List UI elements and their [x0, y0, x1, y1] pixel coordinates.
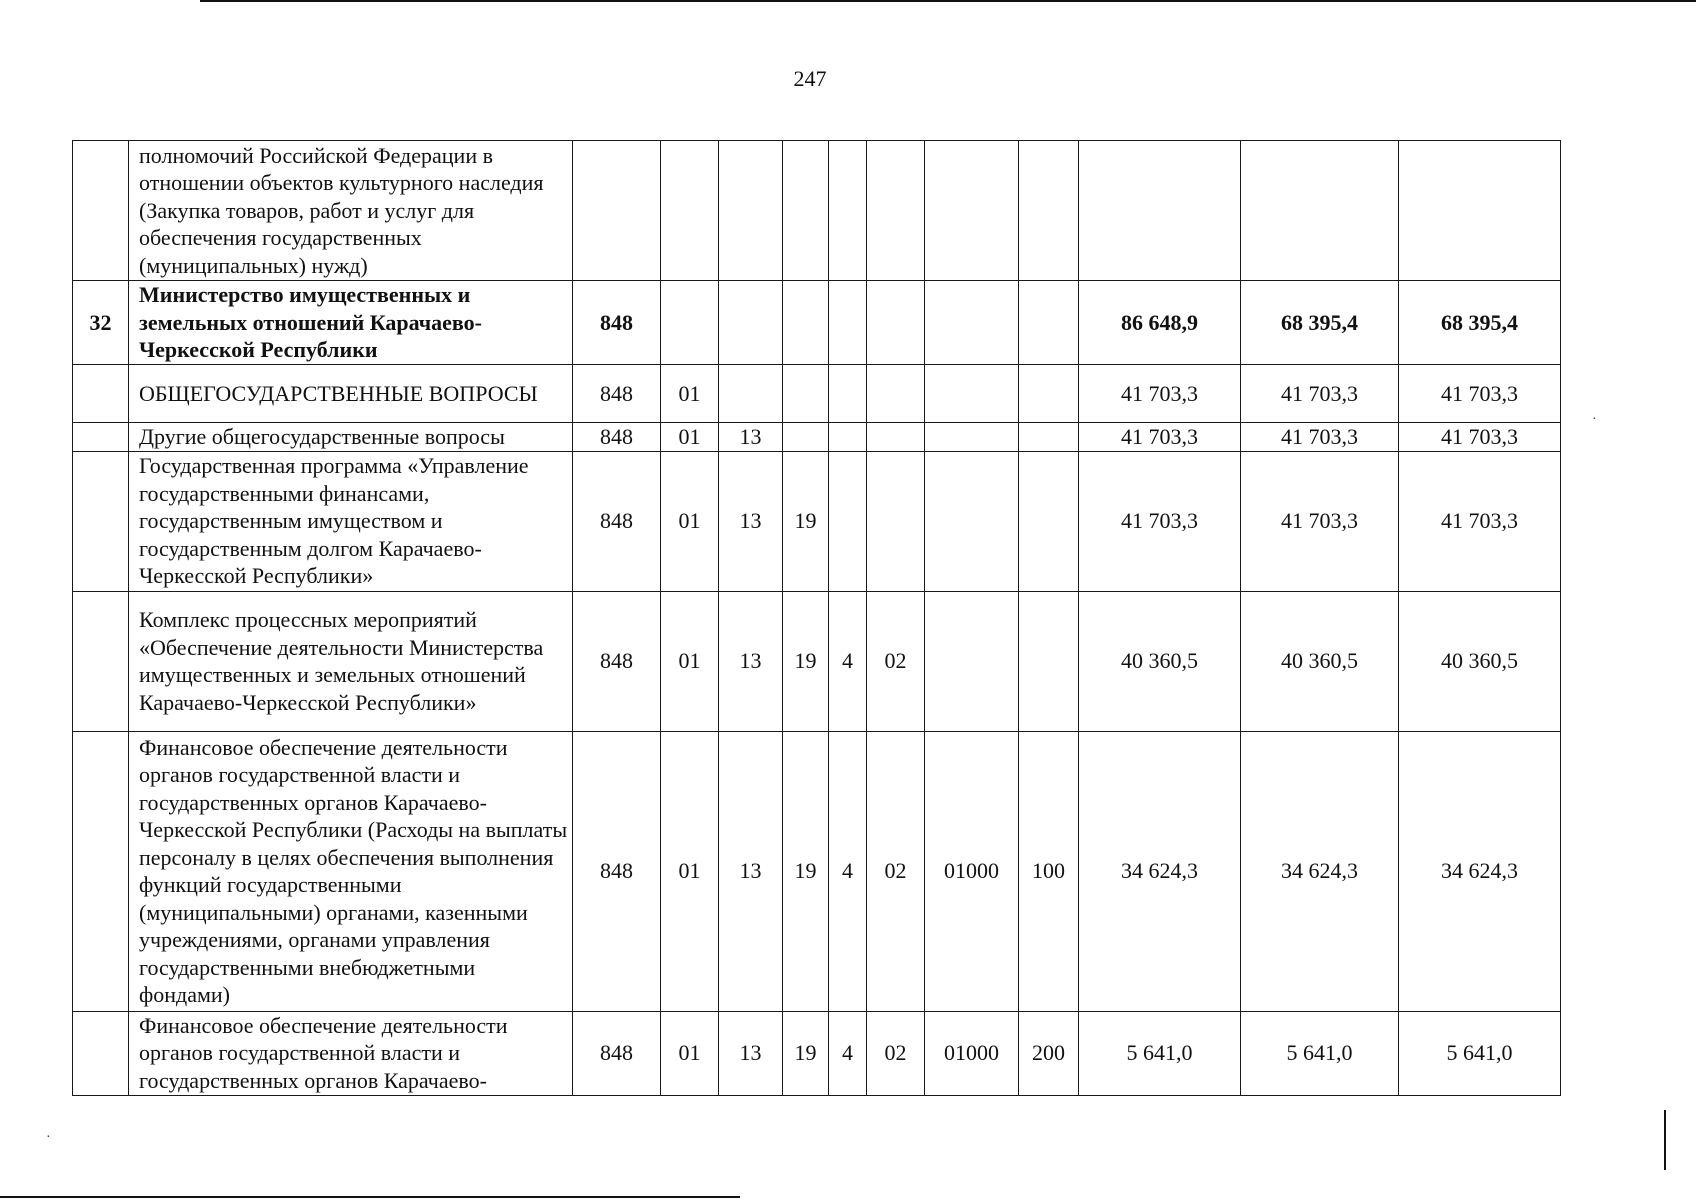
scan-edge-bottom [0, 1196, 740, 1198]
row-name-cell: Министерство имущественных и земельных отношений Карачаево-Черкесской Республики [129, 281, 573, 365]
cs2-code-cell [829, 141, 867, 281]
rz-code-cell: 01 [661, 1011, 719, 1095]
row-name-cell: Финансовое обеспечение деятельности органов государственной власти и государственных органов Карачаево-Черкесской Республики (Расходы на выплаты персоналу в целях обеспечения выполнения функций государственными (муниципальными) органами, казенными учреждениями, органами управления государственными внебюджетными фондами) [129, 731, 573, 1011]
cs1-code-cell: 19 [783, 591, 829, 731]
vr-code-cell [1019, 591, 1079, 731]
cs1-code-cell: 19 [783, 451, 829, 591]
amount-year3-cell [1399, 141, 1561, 281]
table-row [73, 365, 1561, 423]
amount-year1-cell: 34 624,3 [1079, 731, 1241, 1011]
gr-code-cell: 848 [573, 423, 661, 452]
row-name-cell: полномочий Российской Федерации в отношении объектов культурного наследия (Закупка товаров, работ и услуг для обеспечения государственных (муниципальных) нужд) [129, 141, 573, 281]
table-row [73, 451, 1561, 591]
amount-year3-cell: 41 703,3 [1399, 365, 1561, 423]
row-name-cell: ОБЩЕГОСУДАРСТВЕННЫЕ ВОПРОСЫ [129, 365, 573, 423]
pr-code-cell: 13 [719, 423, 783, 452]
amount-year2-cell: 34 624,3 [1241, 731, 1399, 1011]
row-number-cell [73, 451, 129, 591]
cs1-code-cell: 19 [783, 731, 829, 1011]
cs2-code-cell [829, 423, 867, 452]
amount-year1-cell: 41 703,3 [1079, 423, 1241, 452]
table-row [73, 591, 1561, 731]
cs2-code-cell [829, 451, 867, 591]
cs3-code-cell [867, 365, 925, 423]
pr-code-cell [719, 365, 783, 423]
amount-year1-cell: 40 360,5 [1079, 591, 1241, 731]
vr-code-cell [1019, 141, 1079, 281]
pr-code-cell [719, 141, 783, 281]
row-name-cell: Комплекс процессных мероприятий «Обеспечение деятельности Министерства имущественных и земельных отношений Карачаево-Черкесской Республики» [129, 591, 573, 731]
table-row [73, 281, 1561, 365]
cs3-code-cell [867, 281, 925, 365]
row-name-cell: Государственная программа «Управление государственными финансами, государственным имуществом и государственным долгом Карачаево-Черкесской Республики» [129, 451, 573, 591]
cs2-code-cell [829, 281, 867, 365]
cs4-code-cell [925, 365, 1019, 423]
cs1-code-cell [783, 365, 829, 423]
cs3-code-cell: 02 [867, 1011, 925, 1095]
rz-code-cell: 01 [661, 451, 719, 591]
amount-year3-cell: 41 703,3 [1399, 451, 1561, 591]
gr-code-cell: 848 [573, 451, 661, 591]
rz-code-cell [661, 281, 719, 365]
amount-year2-cell: 5 641,0 [1241, 1011, 1399, 1095]
amount-year3-cell: 41 703,3 [1399, 423, 1561, 452]
cs4-code-cell [925, 423, 1019, 452]
row-number-cell [73, 423, 129, 452]
cs4-code-cell: 01000 [925, 1011, 1019, 1095]
table-row [73, 423, 1561, 452]
cs3-code-cell [867, 141, 925, 281]
stray-mark: · [1592, 412, 1597, 427]
amount-year1-cell: 41 703,3 [1079, 451, 1241, 591]
cs2-code-cell: 4 [829, 1011, 867, 1095]
cs4-code-cell: 01000 [925, 731, 1019, 1011]
gr-code-cell: 848 [573, 365, 661, 423]
vr-code-cell [1019, 423, 1079, 452]
cs3-code-cell [867, 423, 925, 452]
cs4-code-cell [925, 281, 1019, 365]
cs4-code-cell [925, 591, 1019, 731]
cs4-code-cell [925, 451, 1019, 591]
table-row [73, 731, 1561, 1011]
amount-year3-cell: 68 395,4 [1399, 281, 1561, 365]
gr-code-cell: 848 [573, 1011, 661, 1095]
rz-code-cell [661, 141, 719, 281]
cs1-code-cell: 19 [783, 1011, 829, 1095]
table-row [73, 1011, 1561, 1095]
row-number-cell [73, 731, 129, 1011]
cs2-code-cell: 4 [829, 731, 867, 1011]
cs2-code-cell [829, 365, 867, 423]
cs1-code-cell [783, 281, 829, 365]
cs3-code-cell [867, 451, 925, 591]
pr-code-cell: 13 [719, 731, 783, 1011]
amount-year2-cell: 40 360,5 [1241, 591, 1399, 731]
scan-edge-top [200, 0, 1696, 2]
amount-year2-cell: 41 703,3 [1241, 365, 1399, 423]
scan-edge-right [1664, 1110, 1666, 1170]
amount-year2-cell: 41 703,3 [1241, 451, 1399, 591]
rz-code-cell: 01 [661, 365, 719, 423]
rz-code-cell: 01 [661, 591, 719, 731]
row-number-cell: 32 [73, 281, 129, 365]
cs1-code-cell [783, 141, 829, 281]
row-number-cell [73, 591, 129, 731]
amount-year1-cell: 86 648,9 [1079, 281, 1241, 365]
amount-year1-cell: 41 703,3 [1079, 365, 1241, 423]
row-number-cell [73, 365, 129, 423]
vr-code-cell [1019, 365, 1079, 423]
amount-year2-cell: 68 395,4 [1241, 281, 1399, 365]
gr-code-cell: 848 [573, 591, 661, 731]
row-number-cell [73, 1011, 129, 1095]
cs3-code-cell: 02 [867, 731, 925, 1011]
budget-table [72, 140, 1561, 1096]
vr-code-cell: 100 [1019, 731, 1079, 1011]
amount-year2-cell: 41 703,3 [1241, 423, 1399, 452]
gr-code-cell: 848 [573, 731, 661, 1011]
vr-code-cell [1019, 451, 1079, 591]
page-number: 247 [793, 66, 827, 91]
gr-code-cell: 848 [573, 281, 661, 365]
amount-year2-cell [1241, 141, 1399, 281]
row-name-cell: Финансовое обеспечение деятельности органов государственной власти и государственных органов Карачаево- [129, 1011, 573, 1095]
stray-mark: · [46, 1130, 51, 1145]
vr-code-cell: 200 [1019, 1011, 1079, 1095]
row-number-cell [73, 141, 129, 281]
cs1-code-cell [783, 423, 829, 452]
amount-year1-cell: 5 641,0 [1079, 1011, 1241, 1095]
table-row [73, 141, 1561, 281]
amount-year3-cell: 34 624,3 [1399, 731, 1561, 1011]
cs3-code-cell: 02 [867, 591, 925, 731]
pr-code-cell [719, 281, 783, 365]
cs2-code-cell: 4 [829, 591, 867, 731]
pr-code-cell: 13 [719, 591, 783, 731]
row-name-cell: Другие общегосударственные вопросы [129, 423, 573, 452]
pr-code-cell: 13 [719, 1011, 783, 1095]
amount-year1-cell [1079, 141, 1241, 281]
vr-code-cell [1019, 281, 1079, 365]
amount-year3-cell: 40 360,5 [1399, 591, 1561, 731]
pr-code-cell: 13 [719, 451, 783, 591]
rz-code-cell: 01 [661, 423, 719, 452]
amount-year3-cell: 5 641,0 [1399, 1011, 1561, 1095]
rz-code-cell: 01 [661, 731, 719, 1011]
gr-code-cell [573, 141, 661, 281]
cs4-code-cell [925, 141, 1019, 281]
